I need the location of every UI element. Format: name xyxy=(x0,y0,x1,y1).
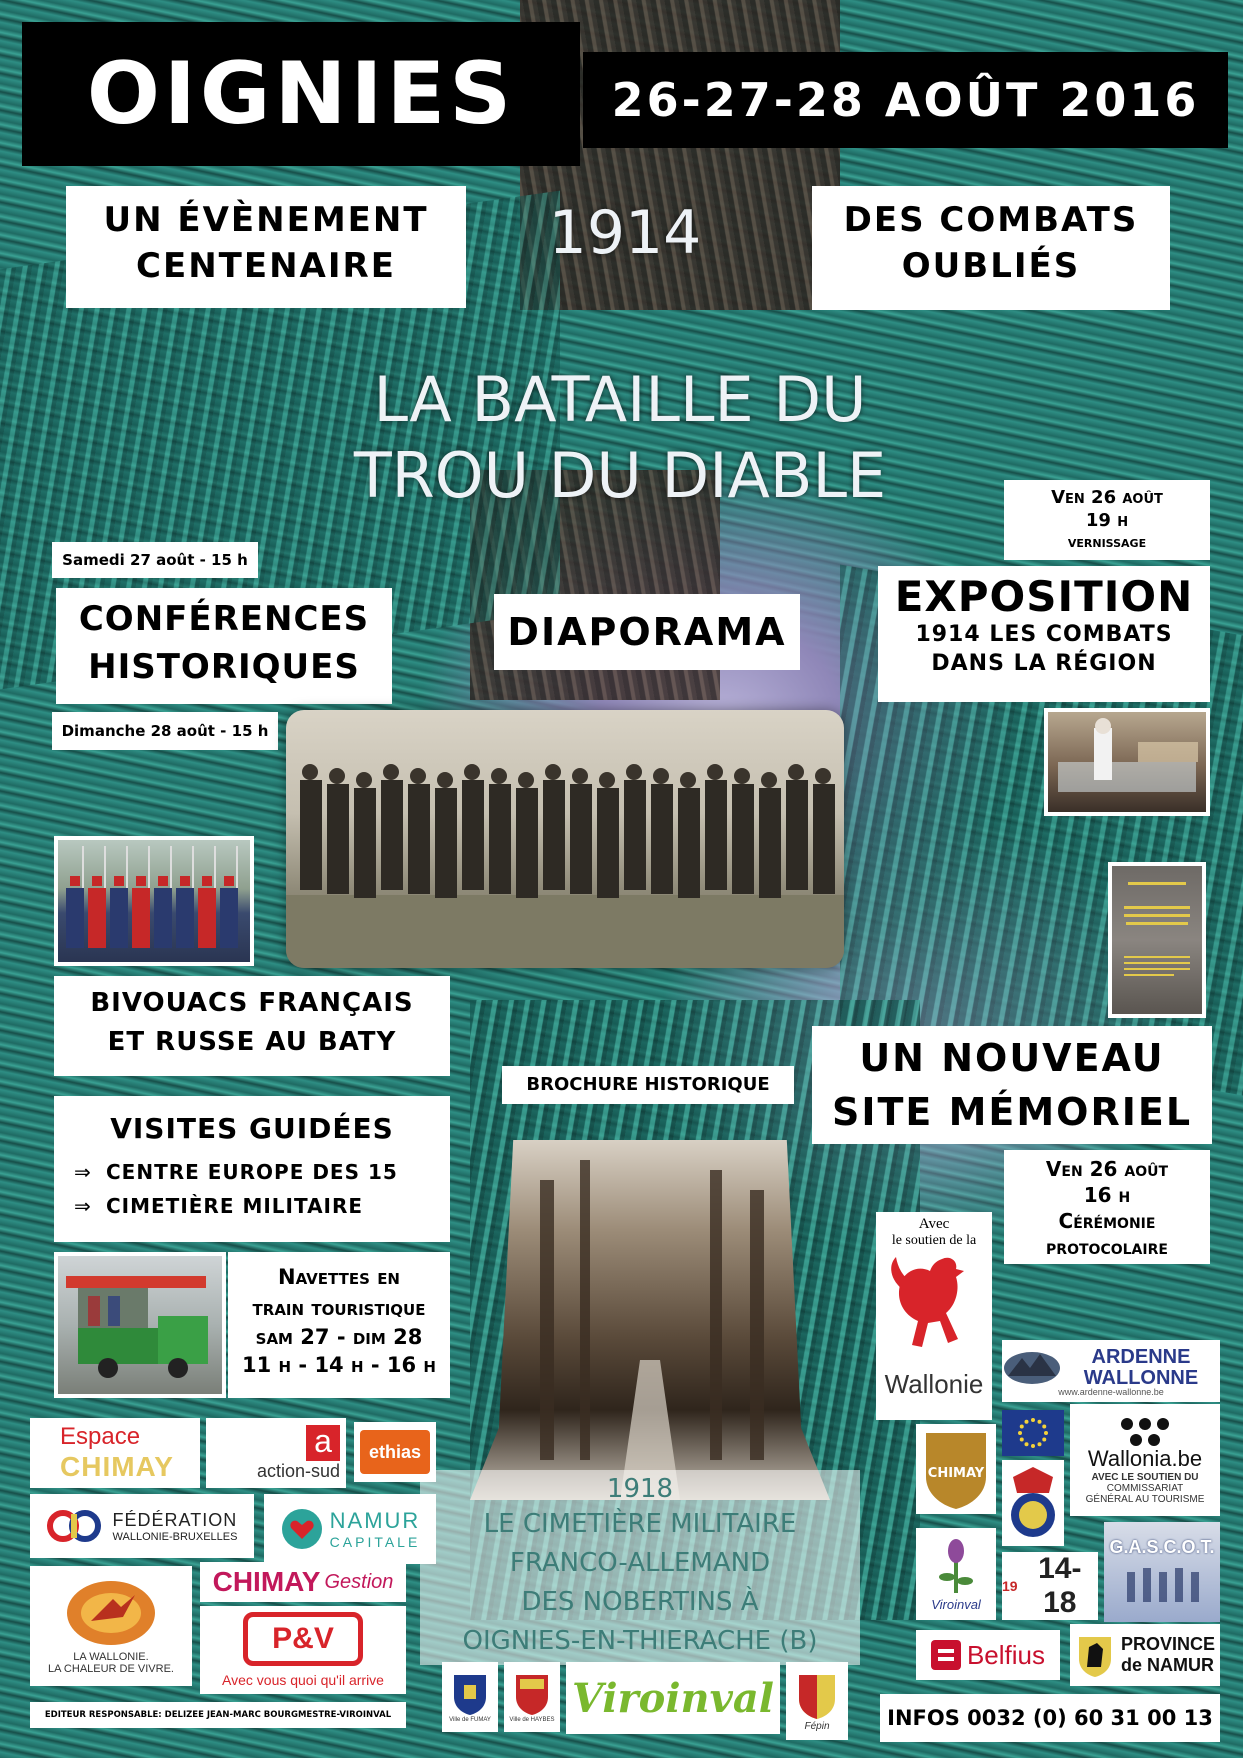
soldier-figure xyxy=(516,772,538,898)
combats-box xyxy=(812,186,1170,310)
wallonia-name: Wallonia.be xyxy=(1087,1445,1203,1471)
eu-star xyxy=(1018,1431,1022,1435)
gascot-logo xyxy=(1104,1522,1220,1622)
soldier-figure xyxy=(732,768,754,894)
cemetery-line1: LE CIMETIÈRE MILITAIRE xyxy=(483,1509,797,1540)
eu-star xyxy=(1038,1420,1042,1424)
fepin-crest-icon xyxy=(795,1671,839,1721)
visites-item-1 xyxy=(74,1155,430,1189)
memorial-stone-photo xyxy=(1108,862,1206,1018)
soldier-figure xyxy=(300,764,322,890)
soldier-figure xyxy=(624,764,646,890)
cemetery-line2: FRANCO-ALLEMAND xyxy=(509,1548,771,1579)
diaporama-date: Dimanche 28 août - 15 h xyxy=(52,712,278,750)
train-photo xyxy=(54,1252,226,1398)
visites-item-1-label: CENTRE EUROPE DES 15 xyxy=(106,1160,398,1184)
fourteen-eighteen-logo xyxy=(1002,1552,1098,1620)
chimay-badge-logo xyxy=(916,1424,996,1514)
province-namur-logo xyxy=(1070,1624,1220,1686)
page-title: OIGNIES xyxy=(86,44,516,144)
wallonie-soutien2: le soutien de la xyxy=(891,1233,977,1248)
espace-chimay-logo xyxy=(30,1418,200,1488)
pv-logo xyxy=(200,1606,406,1694)
chimay-badge-text: CHIMAY xyxy=(927,1466,985,1481)
arrow-icon: ⇒ xyxy=(74,1160,92,1184)
memorial-line1: UN NOUVEAU xyxy=(859,1036,1165,1080)
cemetery-line4: OIGNIES-EN-THIERACHE (B) xyxy=(462,1626,818,1657)
rooster-icon xyxy=(884,1249,984,1369)
fumay-crest-icon xyxy=(450,1671,490,1717)
soldier-figure xyxy=(786,764,808,890)
ceremonie-box xyxy=(1004,1150,1210,1264)
eu-star xyxy=(1042,1438,1046,1442)
soldier-figure xyxy=(705,764,727,890)
bivouacs-box xyxy=(54,976,450,1076)
soldier-figure xyxy=(435,772,457,898)
ceremonie-label: Cérémonie xyxy=(1058,1209,1156,1233)
brochure-box: BROCHURE HISTORIQUE xyxy=(502,1066,794,1104)
heart-icon xyxy=(280,1507,324,1551)
reenactor-figure xyxy=(198,846,216,948)
eu-star xyxy=(1020,1425,1024,1429)
eu-star xyxy=(1031,1418,1035,1422)
chimay-gestion-line2: Gestion xyxy=(324,1570,394,1593)
pv-name: P&V xyxy=(243,1612,363,1666)
ceremonie-label2: protocolaire xyxy=(1046,1235,1168,1259)
belfius-logo xyxy=(916,1630,1060,1680)
reenactor-figure xyxy=(110,846,128,948)
belfius-icon xyxy=(931,1640,961,1670)
ardenne-icon xyxy=(1002,1346,1062,1386)
eu-star xyxy=(1038,1442,1042,1446)
soldier-figure xyxy=(327,768,349,894)
fepin-crest-logo xyxy=(786,1662,848,1740)
la-wallonie-logo xyxy=(30,1566,192,1686)
eu-star xyxy=(1044,1431,1048,1435)
soldier-figure xyxy=(543,764,565,890)
sun-bird-icon xyxy=(61,1577,161,1651)
ardenne-url: www.ardenne-wallonne.be xyxy=(1058,1386,1164,1397)
federation-line1: FÉDÉRATION xyxy=(112,1509,238,1530)
belfius-text: Belfius xyxy=(966,1639,1046,1670)
soldier-figure xyxy=(678,772,700,898)
vernissage-time: 19 h xyxy=(1085,510,1129,532)
ardenne-line2: WALLONNE xyxy=(1083,1366,1199,1389)
chimay-gestion-logo xyxy=(200,1562,406,1602)
soldier-figure xyxy=(597,772,619,898)
centenaire-line2: CENTENAIRE xyxy=(136,245,396,286)
infos-phone: INFOS 0032 (0) 60 31 00 13 xyxy=(880,1694,1220,1742)
office-tourisme-logo xyxy=(916,1528,996,1620)
military-badge-icon xyxy=(1005,1463,1061,1543)
memorial-box xyxy=(812,1026,1212,1144)
eu-star xyxy=(1025,1420,1029,1424)
reenactor-figure xyxy=(220,846,238,948)
fepin-label: Fépin xyxy=(804,1720,830,1732)
fourteen-eighteen-left: 19 xyxy=(1002,1578,1018,1594)
province-line2: de NAMUR xyxy=(1120,1655,1214,1675)
chimay-shield-icon xyxy=(920,1427,992,1511)
arrow-icon: ⇒ xyxy=(74,1194,92,1218)
event-dates: 26-27-28 AOÛT 2016 xyxy=(611,73,1200,127)
visites-title: VISITES GUIDÉES xyxy=(110,1112,394,1145)
bivouacs-photo xyxy=(54,836,254,966)
ceremonie-time: 16 h xyxy=(1083,1183,1131,1207)
soldiers-silhouette-icon xyxy=(1117,1558,1207,1608)
lion-icon xyxy=(1075,1633,1115,1677)
navettes-line4: 11 h - 14 h - 16 h xyxy=(242,1353,436,1378)
combats-line2: OUBLIÉS xyxy=(901,245,1081,286)
vernissage-box xyxy=(1004,480,1210,560)
eu-star xyxy=(1031,1444,1035,1448)
reenactor-figure xyxy=(66,846,84,948)
soldiers-historical-photo xyxy=(286,710,844,968)
soldier-figure xyxy=(462,764,484,890)
conferences-box xyxy=(56,588,392,704)
reenactor-figure xyxy=(88,846,106,948)
dates-box xyxy=(583,52,1228,148)
navettes-line2: train touristique xyxy=(252,1295,426,1320)
haybes-crest-icon xyxy=(512,1671,552,1717)
fumay-label: Ville de FUMAY xyxy=(449,1717,491,1723)
eu-star xyxy=(1042,1425,1046,1429)
office-tourisme-text: Viroinval xyxy=(931,1596,981,1612)
fourteen-eighteen-right: 14-18 xyxy=(1038,1552,1082,1619)
military-badge-logo xyxy=(1002,1460,1064,1546)
vernissage-label: vernissage xyxy=(1067,532,1147,552)
soldier-figure xyxy=(651,768,673,894)
action-sud-letter: a xyxy=(306,1425,340,1461)
action-sud-logo xyxy=(206,1418,346,1488)
diaporama-box: DIAPORAMA xyxy=(494,594,800,670)
province-line1: PROVINCE xyxy=(1120,1634,1216,1654)
soldier-figure xyxy=(759,772,781,898)
eu-star xyxy=(1020,1438,1024,1442)
reenactor-figure xyxy=(176,846,194,948)
viroinval-text: Viroinval xyxy=(572,1674,774,1722)
soldier-figure xyxy=(570,768,592,894)
namur-line1: NAMUR xyxy=(329,1508,421,1533)
haybes-label: Ville de HAYBES xyxy=(509,1717,555,1723)
exposition-photo xyxy=(1044,708,1210,816)
eu-star xyxy=(1025,1442,1029,1446)
wallonie-logo xyxy=(876,1212,992,1420)
federation-wb-logo xyxy=(30,1494,254,1558)
namur-line2: CAPITALE xyxy=(329,1534,421,1550)
centenaire-line1: UN ÉVÈNEMENT xyxy=(103,200,429,240)
ethias-text: ethias xyxy=(360,1430,430,1474)
ardenne-line1: ARDENNE xyxy=(1091,1345,1191,1368)
navettes-line1: Navettes en xyxy=(278,1265,400,1289)
vernissage-date: Ven 26 août xyxy=(1051,487,1163,508)
cemetery-year: 1918 xyxy=(606,1474,674,1504)
main-title xyxy=(300,362,940,513)
wallonie-soutien1: Avec xyxy=(918,1216,950,1232)
pv-slogan: Avec vous quoi qu'il arrive xyxy=(222,1672,384,1688)
ardenne-wallonne-logo xyxy=(1002,1340,1220,1402)
namur-capitale-logo xyxy=(264,1494,436,1564)
eu-stars-icon xyxy=(1008,1414,1058,1452)
wallonia-be-logo xyxy=(1070,1404,1220,1516)
title-box xyxy=(22,22,580,166)
action-sud-name: action-sud xyxy=(256,1460,340,1481)
chimay-gestion-line1: CHIMAY xyxy=(212,1566,321,1597)
conferences-date: Samedi 27 août - 15 h xyxy=(52,542,258,578)
navettes-line3: sam 27 - dim 28 xyxy=(255,1324,423,1349)
reenactor-figure xyxy=(132,846,150,948)
main-title-line1: LA BATAILLE DU xyxy=(373,363,867,436)
wallonia-line1: AVEC LE SOUTIEN DU xyxy=(1091,1471,1199,1483)
soldier-figure xyxy=(354,772,376,898)
combats-line1: DES COMBATS xyxy=(843,200,1139,240)
main-title-line2: TROU DU DIABLE xyxy=(353,438,887,512)
viroinval-logo xyxy=(566,1662,780,1734)
memorial-line2: SITE MÉMORIEL xyxy=(831,1089,1193,1134)
conferences-line1: CONFÉRENCES xyxy=(78,599,370,639)
exposition-line1: 1914 LES COMBATS xyxy=(915,622,1173,648)
wallonia-line2: COMMISSARIAT xyxy=(1106,1482,1184,1494)
visites-item-2-label: CIMETIÈRE MILITAIRE xyxy=(106,1194,364,1218)
la-wallonie-line2: LA CHALEUR DE VIVRE. xyxy=(48,1663,174,1675)
gascot-text: G.A.S.C.O.T. xyxy=(1109,1536,1215,1557)
exposition-title: EXPOSITION xyxy=(894,572,1194,621)
navettes-box xyxy=(228,1252,450,1398)
exposition-box xyxy=(878,566,1210,702)
fumay-crest-logo xyxy=(442,1662,498,1732)
bivouacs-line1: BIVOUACS FRANÇAIS xyxy=(90,988,414,1018)
wallonie-name: Wallonie xyxy=(884,1369,984,1399)
soldier-figure xyxy=(489,768,511,894)
year-1914: 1914 xyxy=(548,198,702,268)
espace-chimay-line2: CHIMAY xyxy=(60,1451,174,1482)
flower-icon xyxy=(931,1537,981,1597)
cemetery-photo xyxy=(470,1140,830,1500)
bivouacs-line2: ET RUSSE AU BATY xyxy=(107,1027,397,1057)
cemetery-text xyxy=(420,1470,860,1665)
conferences-line2: HISTORIQUES xyxy=(88,646,360,687)
ethias-logo xyxy=(354,1422,436,1482)
federation-icon xyxy=(47,1504,107,1548)
soldier-figure xyxy=(381,764,403,890)
editor-responsible: EDITEUR RESPONSABLE: DELIZEE JEAN-MARC BOURGMESTRE-VIROINVAL xyxy=(30,1702,406,1728)
wallonia-line3: GÉNÉRAL AU TOURISME xyxy=(1085,1493,1205,1505)
soldier-figure xyxy=(408,768,430,894)
soldier-figure xyxy=(813,768,835,894)
federation-line2: WALLONIE-BRUXELLES xyxy=(112,1530,238,1543)
la-wallonie-line1: LA WALLONIE. xyxy=(73,1651,149,1663)
cemetery-line3: DES NOBERTINS À xyxy=(521,1587,759,1618)
visites-item-2 xyxy=(74,1189,430,1223)
exposition-line2: DANS LA RÉGION xyxy=(931,650,1157,676)
centenaire-box xyxy=(66,186,466,308)
wallonia-dots-icon xyxy=(1115,1416,1175,1446)
reenactor-figure xyxy=(154,846,172,948)
espace-chimay-line1: Espace xyxy=(60,1423,141,1450)
eu-flag-logo xyxy=(1002,1410,1064,1456)
ceremonie-date: Ven 26 août xyxy=(1045,1157,1169,1181)
visites-box xyxy=(54,1096,450,1242)
haybes-crest-logo xyxy=(504,1662,560,1732)
